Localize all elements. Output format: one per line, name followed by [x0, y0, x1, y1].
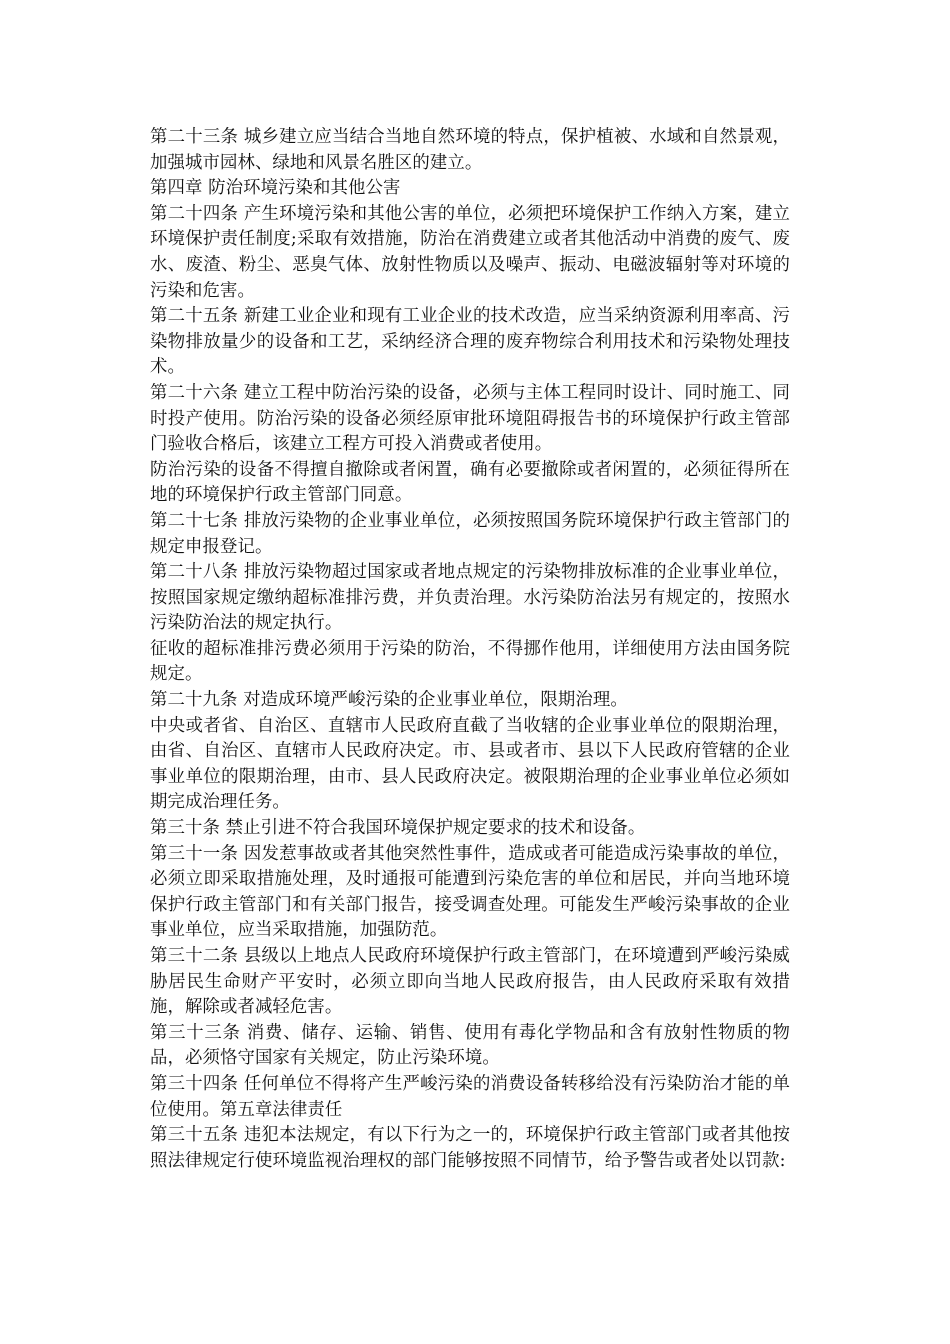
paragraph-article-28-clause-2: 征收的超标准排污费必须用于污染的防治，不得挪作他用，详细使用方法由国务院规定。	[150, 638, 790, 685]
paragraph-article-26: 第二十六条 建立工程中防治污染的设备，必须与主体工程同时设计、同时施工、同时投产使用。防治污染的设备必须经原审批环境阻碍报告书的环境保护行政主管部门验收合格后，该建立工程方可投入消费或者使用。	[150, 382, 790, 455]
document-body	[150, 125, 790, 1174]
chapter-4-heading: 第四章 防治环境污染和其他公害	[150, 178, 401, 199]
paragraph-article-34: 第三十四条 任何单位不得将产生严峻污染的消费设备转移给没有污染防治才能的单位使用。第五章法律责任	[150, 1073, 790, 1120]
paragraph-article-32: 第三十二条 县级以上地点人民政府环境保护行政主管部门，在环境遭到严峻污染威胁居民生命财产平安时，必须立即向当地人民政府报告，由人民政府采取有效措施，解除或者减轻危害。	[150, 946, 790, 1018]
paragraph-article-28: 第二十八条 排放污染物超过国家或者地点规定的污染物排放标准的企业事业单位，按照国家规定缴纳超标准排污费，并负责治理。水污染防治法另有规定的，按照水污染防治法的规定执行。	[150, 562, 790, 634]
paragraph-article-25: 第二十五条 新建工业企业和现有工业企业的技术改造，应当采纳资源利用率高、污染物排放量少的设备和工艺，采纳经济合理的废弃物综合利用技术和污染物处理技术。	[150, 306, 790, 378]
paragraph-article-33: 第三十三条 消费、储存、运输、销售、使用有毒化学物品和含有放射性物质的物品，必须恪守国家有关规定，防止污染环境。	[150, 1022, 790, 1069]
paragraph-article-26-clause-2: 防治污染的设备不得擅自撤除或者闲置，确有必要撤除或者闲置的，必须征得所在地的环境保护行政主管部门同意。	[150, 459, 790, 506]
paragraph-article-29-clause-2: 中央或者省、自治区、直辖市人民政府直截了当收辖的企业事业单位的限期治理，由省、自治区、直辖市人民政府决定。市、县或者市、县以下人民政府管辖的企业事业单位的限期治理，由市、县人民政府决定。被限期治理的企业事业单位必须如期完成治理任务。	[150, 715, 790, 813]
paragraph-article-31: 第三十一条 因发惹事故或者其他突然性事件，造成或者可能造成污染事故的单位，必须立即采取措施处理，及时通报可能遭到污染危害的单位和居民，并向当地环境保护行政主管部门和有关部门报告，接受调查处理。可能发生严峻污染事故的企业事业单位，应当采取措施，加强防范。	[150, 843, 790, 941]
paragraph-article-30: 第三十条 禁止引进不符合我国环境保护规定要求的技术和设备。	[150, 818, 646, 839]
paragraph-article-29: 第二十九条 对造成环境严峻污染的企业事业单位，限期治理。	[150, 690, 628, 711]
paragraph-article-24: 第二十四条 产生环境污染和其他公害的单位，必须把环境保护工作纳入方案，建立环境保护责任制度;采取有效措施，防治在消费建立或者其他活动中消费的废气、废水、废渣、粉尘、恶臭气体、放射性物质以及噪声、振动、电磁波辐射等对环境的污染和危害。	[150, 203, 790, 301]
paragraph-article-23: 第二十三条 城乡建立应当结合当地自然环境的特点，保护植被、水域和自然景观，加强城市园林、绿地和风景名胜区的建立。	[150, 127, 790, 173]
paragraph-article-35: 第三十五条 违犯本法规定，有以下行为之一的，环境保护行政主管部门或者其他按照法律规定行使环境监视治理权的部门能够按照不同情节，给予警告或者处以罚款:	[150, 1125, 790, 1171]
paragraph-article-27: 第二十七条 排放污染物的企业事业单位，必须按照国务院环境保护行政主管部门的规定申报登记。	[150, 510, 790, 557]
